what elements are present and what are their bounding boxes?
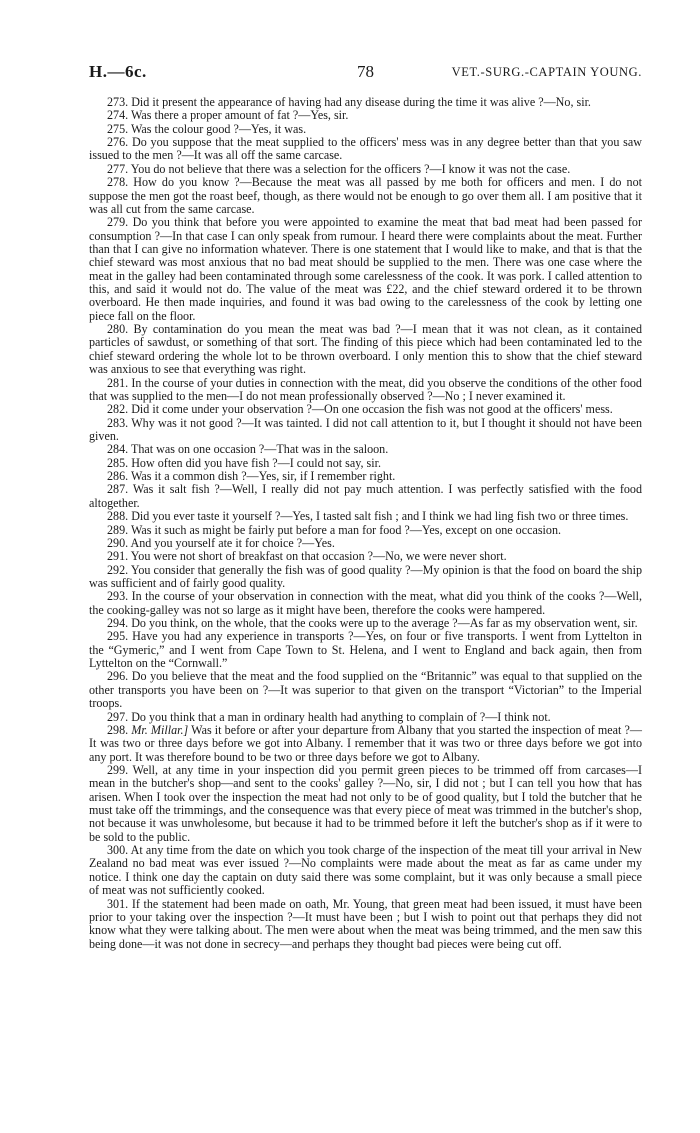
question-paragraph [89,163,642,176]
question-text: You were not short of breakfast on that occasion ?—No, we were never short. [130,549,507,564]
question-paragraph [89,564,642,591]
question-number: 282. [107,402,129,417]
question-text: How often did you have fish ?—I could not say, sir. [131,455,381,470]
question-text: Do you think, on the whole, that the cooks were up to the average ?—As far as my observation went, sir. [131,616,638,631]
question-number: 275. [107,121,129,136]
question-number: 295. [107,629,129,644]
question-paragraph [89,136,642,163]
question-paragraph [89,898,642,951]
question-text: And you yourself ate it for choice ?—Yes. [130,535,335,550]
question-number: 298. [107,722,129,737]
question-text: If the statement had been made on oath, Mr. Young, that green meat had been issued, it must have been prior to your taking over the inspection ?—It must have been ; but I wish to point out that perhaps they did not know what they were talking about. The men were about when the meat was being trimmed, and the men saw this being done—it was not done in secrecy—and perhaps they thought bad pieces were being cut off. [89,896,642,951]
question-text: You do not believe that there was a selection for the officers ?—I know it was not the case. [130,161,571,176]
question-paragraph [89,483,642,510]
question-number: 280. [107,322,129,337]
question-number: 296. [107,669,129,684]
question-number: 289. [107,522,129,537]
page-header [89,62,642,86]
question-paragraph [89,630,642,670]
question-text: Was it salt fish ?—Well, I really did not pay much attention. I was perfectly satisfied with the food altogether. [89,482,642,510]
question-number: 294. [107,616,129,631]
question-paragraph [89,403,642,416]
question-paragraph [89,590,642,617]
question-paragraph [89,844,642,897]
question-text: By contamination do you mean the meat was bad ?—I mean that it was not clean, as it contained particles of sawdust, or something of that sort. The finding of this piece which had been contaminated led to the chief steward ordering the whole lot to be thrown overboard. I only mention this to show that the chief steward was anxious to see that everything was right. [89,322,642,377]
question-text: Do you believe that the meat and the food supplied on the “Britannic” was equal to that supplied on the other transports you have been on ?—It was superior to that given on the transport “Victorian” to the Imperial troops. [89,669,642,711]
question-paragraph [89,123,642,136]
running-title: VET.-SURG.-CAPTAIN YOUNG. [451,65,642,79]
question-number: 284. [107,442,129,457]
page-number: 78 [357,62,374,81]
question-paragraph [89,524,642,537]
question-text: Did it present the appearance of having had any disease during the time it was alive ?—No, sir. [131,95,591,109]
question-number: 278. [107,175,129,190]
question-text: Do you think that a man in ordinary health had anything to complain of ?—I think not. [131,709,551,724]
question-text: You consider that generally the fish was of good quality ?—My opinion is that the food on board the ship was sufficient and of fairly good quality. [89,562,642,590]
question-paragraph [89,176,642,216]
question-number: 279. [107,215,129,230]
question-number: 300. [107,843,129,858]
question-paragraph [89,323,642,376]
question-text: Was the colour good ?—Yes, it was. [130,121,307,136]
question-paragraph [89,550,642,563]
question-number: 293. [107,589,129,604]
question-number: 291. [107,549,129,564]
question-number: 286. [107,469,129,484]
question-text: At any time from the date on which you took charge of the inspection of the meat till your arrival in New Zealand no bad meat was ever issued ?—No complaints were made about the meat as far as came under my notice. I think one day the captain on duty said there was some complaint, but it was only because a small piece of meat was not sufficiently cooked. [89,843,642,898]
question-paragraph [89,510,642,523]
question-paragraph [89,764,642,844]
question-text: Was it such as might be fairly put before a man for food ?—Yes, except on one occasion. [130,522,562,537]
question-text: That was on one occasion ?—That was in the saloon. [130,442,389,457]
question-text: Did it come under your observation ?—On one occasion the fish was not good at the officers' mess. [131,402,613,417]
question-text: Do you suppose that the meat supplied to the officers' mess was in any degree better than that you saw issued to the men ?—It was all off the same carcase. [89,135,642,163]
question-number: 276. [107,135,129,150]
question-text: How do you know ?—Because the meat was all passed by me both for officers and men. I do not suppose the men got the roast beef, though, as there would not be enough to go over them all. I am positive that it was all cut from the same carcase. [89,175,642,216]
question-number: 292. [107,562,129,577]
question-text: In the course of your duties in connection with the meat, did you observe the conditions of the other food that was supplied to the men—I do not mean professionally observed ?—No ; I never examined it. [89,375,642,403]
question-number: 283. [107,415,129,430]
question-text: Was it before or after your departure from Albany that you started the inspection of meat ?—It was two or three days before we got into Albany. I remember that it was two or three days before we got into any port. It was therefore bound to be two or three days before we got to Albany. [89,722,642,764]
question-number: 287. [107,482,129,497]
question-paragraph [89,457,642,470]
question-number: 274. [107,108,129,123]
question-number: 299. [107,762,129,777]
question-number: 297. [107,709,129,724]
question-paragraph [89,711,642,724]
question-number: 277. [107,161,129,176]
question-paragraph [89,724,642,764]
question-paragraph [89,377,642,404]
question-text: Was it a common dish ?—Yes, sir, if I remember right. [130,469,396,484]
question-paragraph [89,417,642,444]
question-text: Did you ever taste it yourself ?—Yes, I tasted salt fish ; and I think we had ling fish two or three times. [131,509,629,524]
question-paragraph [89,537,642,550]
question-paragraph [89,216,642,323]
question-paragraph [89,470,642,483]
question-number: 285. [107,455,129,470]
question-paragraph [89,109,642,122]
question-text: Have you had any experience in transports ?—Yes, on four or five transports. I went from Lyttelton in the “Gymeric,” and I went from Cape Town to St. Helena, and I went to England and back again, then from Lyttelton on the “Cornwall.” [89,629,642,671]
question-number: 290. [107,535,129,550]
evidence-body [89,96,642,951]
question-number: 288. [107,509,129,524]
question-number: 281. [107,375,129,390]
question-text: Well, at any time in your inspection did you permit green pieces to be trimmed off from carcases—I mean in the butcher's shop—and sent to the cooks' galley ?—No, sir, I did not ; but I can tell you how that has arisen. When I took over the inspection the meat had not only to be of good quality, but I told the butcher that he must take off the trimmings, and the consequence was that every piece of meat was trimmed in the butcher's shop, not because it was unwholesome, but because it had to be trimmed before it left the butcher's shop as if it were to be sold to the public. [89,762,643,844]
question-text: Do you think that before you were appointed to examine the meat that bad meat had been passed for consumption ?—In that case I can only speak from rumour. I heard there were complaints about the meat. Further than that I can give no information whatever. There is one statement that I would like to make, and that is that the chief steward was most anxious that no bad meat should be supplied to the men. There was one case where the meat in the galley had been contaminated through some carelessness of the cook. It was pork. I called attention to this, and said it would not do. The value of the meat was £22, and the chief steward ordered it to be thrown overboard. He then made inquiries, and found it was bad owing to the carelessness of the cook by letting one piece fall on the floor. [89,215,642,323]
question-paragraph [89,96,642,109]
question-paragraph [89,443,642,456]
question-paragraph [89,617,642,630]
speaker-label: Mr. Millar.] [131,722,189,737]
question-text: Was there a proper amount of fat ?—Yes, sir. [130,108,349,123]
question-number: 301. [107,896,129,911]
question-paragraph [89,670,642,710]
question-number: 273. [107,95,129,109]
question-text: In the course of your observation in connection with the meat, what did you think of the cooks ?—Well, the cooking-galley was not so large as it might have been, therefore the cooks were hampered. [89,589,643,617]
question-text: Why was it not good ?—It was tainted. I did not call attention to it, but I thought it should not have been given. [89,415,642,443]
series-code: H.—6c. [89,62,147,81]
